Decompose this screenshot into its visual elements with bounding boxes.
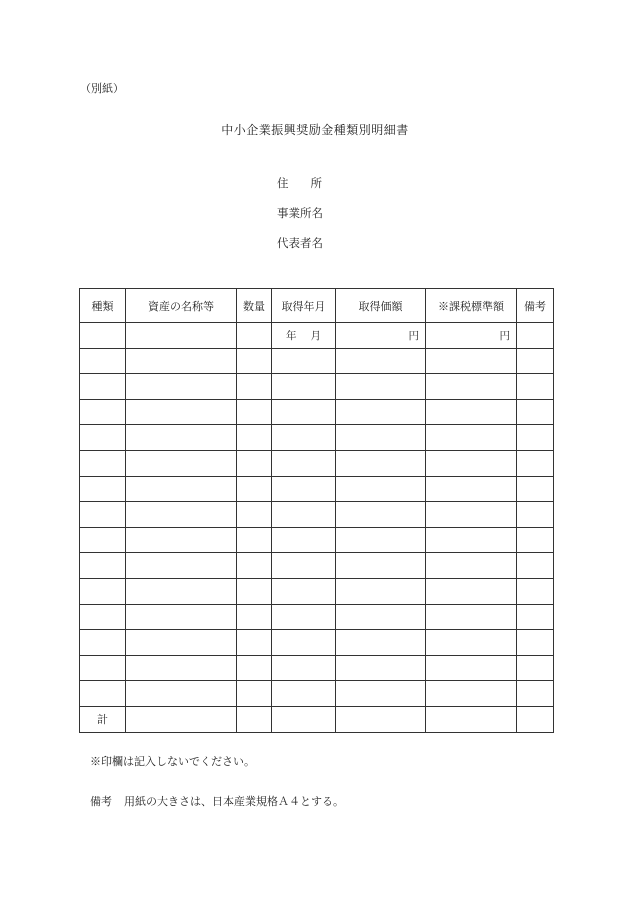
total-label: 計 [80, 706, 126, 732]
cell-remarks[interactable] [517, 323, 554, 349]
cell-acquisition-price[interactable] [336, 630, 426, 656]
cell-remarks[interactable] [517, 374, 554, 400]
table-total-row [80, 706, 554, 732]
cell-acquisition-date[interactable] [272, 450, 336, 476]
address-label [277, 175, 322, 191]
table-row [80, 476, 554, 502]
representative-name-label: 代表者名 [277, 236, 323, 250]
cell-asset-name[interactable] [126, 604, 237, 630]
cell-acquisition-date[interactable] [272, 527, 336, 553]
cell-taxable-base[interactable] [426, 374, 517, 400]
yen-unit: 円 [408, 329, 419, 342]
cell-acquisition-price[interactable] [336, 425, 426, 451]
cell-type[interactable] [80, 450, 126, 476]
table-row [80, 527, 554, 553]
cell-taxable-base[interactable] [426, 527, 517, 553]
cell-acquisition-date[interactable] [272, 399, 336, 425]
cell-asset-name[interactable] [126, 450, 237, 476]
cell-taxable-base[interactable] [426, 553, 517, 579]
cell-quantity[interactable] [237, 553, 272, 579]
cell-asset-name[interactable] [126, 553, 237, 579]
cell-remarks[interactable] [517, 681, 554, 707]
remarks-label: 備考 [90, 795, 112, 808]
cell-quantity[interactable] [237, 425, 272, 451]
cell-asset-name[interactable] [126, 374, 237, 400]
cell-taxable-base[interactable] [426, 476, 517, 502]
cell-asset-name[interactable] [126, 578, 237, 604]
cell-type[interactable] [80, 374, 126, 400]
cell-type[interactable] [80, 502, 126, 528]
cell-taxable-base[interactable] [426, 348, 517, 374]
cell-taxable-base[interactable] [426, 502, 517, 528]
cell-quantity[interactable] [237, 604, 272, 630]
remarks-note [90, 793, 344, 809]
cell-quantity[interactable] [237, 578, 272, 604]
cell-acquisition-date[interactable] [272, 681, 336, 707]
header-taxable-base: ※課税標準額 [426, 289, 517, 323]
table-row [80, 502, 554, 528]
cell-quantity[interactable] [237, 399, 272, 425]
cell-asset-name[interactable] [126, 425, 237, 451]
cell-remarks[interactable] [517, 348, 554, 374]
attachment-label: （別紙） [80, 82, 124, 95]
cell-asset-name[interactable] [126, 527, 237, 553]
cell-acquisition-price[interactable] [336, 450, 426, 476]
cell-acquisition-price[interactable] [336, 348, 426, 374]
cell-quantity[interactable] [237, 681, 272, 707]
cell-remarks[interactable] [517, 553, 554, 579]
cell-acquisition-date[interactable] [272, 374, 336, 400]
cell-acquisition-price[interactable] [336, 323, 426, 349]
table-row [80, 399, 554, 425]
address-label-part2: 所 [310, 176, 322, 190]
cell-remarks[interactable] [517, 450, 554, 476]
cell-quantity[interactable] [237, 323, 272, 349]
table-row [80, 655, 554, 681]
cell-quantity[interactable] [237, 655, 272, 681]
cell-asset-name[interactable] [126, 681, 237, 707]
cell-acquisition-price[interactable] [336, 681, 426, 707]
table-row [80, 425, 554, 451]
cell-type[interactable] [80, 578, 126, 604]
cell-type[interactable] [80, 425, 126, 451]
table-header-row [80, 289, 554, 323]
cell-quantity[interactable] [237, 374, 272, 400]
table-row [80, 630, 554, 656]
cell-remarks[interactable] [517, 604, 554, 630]
cell-taxable-base[interactable] [426, 706, 517, 732]
remarks-text: 用紙の大きさは、日本産業規格Ａ４とする。 [124, 795, 344, 808]
cell-asset-name[interactable] [126, 323, 237, 349]
stamp-column-note: ※印欄は記入しないでください。 [90, 755, 255, 768]
table-row [80, 681, 554, 707]
table-row [80, 553, 554, 579]
table-row [80, 578, 554, 604]
cell-acquisition-price[interactable] [336, 374, 426, 400]
cell-remarks[interactable] [517, 655, 554, 681]
cell-quantity[interactable] [237, 706, 272, 732]
cell-acquisition-date[interactable] [272, 502, 336, 528]
cell-asset-name[interactable] [126, 348, 237, 374]
cell-acquisition-date[interactable] [272, 476, 336, 502]
cell-acquisition-date[interactable] [272, 348, 336, 374]
cell-acquisition-date[interactable] [272, 630, 336, 656]
cell-acquisition-price[interactable] [336, 655, 426, 681]
header-asset-name: 資産の名称等 [126, 289, 237, 323]
cell-acquisition-price[interactable] [336, 502, 426, 528]
cell-taxable-base[interactable] [426, 630, 517, 656]
cell-type[interactable] [80, 348, 126, 374]
cell-acquisition-date[interactable] [272, 706, 336, 732]
cell-acquisition-price[interactable] [336, 578, 426, 604]
cell-acquisition-price[interactable] [336, 553, 426, 579]
cell-remarks[interactable] [517, 630, 554, 656]
cell-taxable-base[interactable] [426, 323, 517, 349]
cell-taxable-base[interactable] [426, 578, 517, 604]
cell-remarks[interactable] [517, 706, 554, 732]
cell-type[interactable] [80, 323, 126, 349]
cell-remarks[interactable] [517, 476, 554, 502]
table-row [80, 604, 554, 630]
month-unit: 月 [310, 329, 321, 342]
cell-quantity[interactable] [237, 502, 272, 528]
cell-acquisition-date[interactable] [272, 655, 336, 681]
cell-taxable-base[interactable] [426, 399, 517, 425]
cell-taxable-base[interactable] [426, 655, 517, 681]
cell-quantity[interactable] [237, 450, 272, 476]
header-acquisition-price: 取得価額 [336, 289, 426, 323]
cell-quantity[interactable] [237, 348, 272, 374]
cell-type[interactable] [80, 527, 126, 553]
cell-acquisition-price[interactable] [336, 527, 426, 553]
cell-asset-name[interactable] [126, 502, 237, 528]
cell-type[interactable] [80, 604, 126, 630]
table-row [80, 374, 554, 400]
cell-remarks[interactable] [517, 399, 554, 425]
cell-taxable-base[interactable] [426, 450, 517, 476]
cell-acquisition-date[interactable] [272, 553, 336, 579]
cell-acquisition-price[interactable] [336, 399, 426, 425]
cell-type[interactable] [80, 655, 126, 681]
cell-remarks[interactable] [517, 527, 554, 553]
cell-acquisition-date[interactable] [272, 604, 336, 630]
cell-acquisition-price[interactable] [336, 604, 426, 630]
header-remarks: 備考 [517, 289, 554, 323]
year-unit: 年 [286, 329, 297, 342]
cell-acquisition-date[interactable] [272, 425, 336, 451]
cell-asset-name[interactable] [126, 630, 237, 656]
header-quantity: 数量 [237, 289, 272, 323]
header-type: 種類 [80, 289, 126, 323]
table-row [80, 348, 554, 374]
cell-acquisition-price[interactable] [336, 476, 426, 502]
cell-asset-name[interactable] [126, 476, 237, 502]
cell-type[interactable] [80, 399, 126, 425]
cell-type[interactable] [80, 476, 126, 502]
cell-type[interactable] [80, 630, 126, 656]
cell-taxable-base[interactable] [426, 681, 517, 707]
cell-acquisition-date[interactable] [272, 578, 336, 604]
table-row [80, 323, 554, 349]
cell-remarks[interactable] [517, 502, 554, 528]
cell-quantity[interactable] [237, 527, 272, 553]
cell-remarks[interactable] [517, 578, 554, 604]
cell-taxable-base[interactable] [426, 425, 517, 451]
office-name-label: 事業所名 [277, 206, 323, 220]
asset-detail-table [79, 288, 554, 733]
cell-quantity[interactable] [237, 476, 272, 502]
document-title: 中小企業振興奨励金種類別明細書 [221, 123, 409, 137]
yen-unit: 円 [499, 329, 510, 342]
cell-quantity[interactable] [237, 630, 272, 656]
cell-asset-name[interactable] [126, 655, 237, 681]
cell-remarks[interactable] [517, 425, 554, 451]
cell-acquisition-date[interactable] [272, 323, 336, 349]
cell-asset-name[interactable] [126, 399, 237, 425]
cell-asset-name[interactable] [126, 706, 237, 732]
address-label-part1: 住 [277, 176, 289, 190]
cell-acquisition-price[interactable] [336, 706, 426, 732]
cell-type[interactable] [80, 681, 126, 707]
header-acquisition-date: 取得年月 [272, 289, 336, 323]
table-row [80, 450, 554, 476]
cell-type[interactable] [80, 553, 126, 579]
cell-taxable-base[interactable] [426, 604, 517, 630]
